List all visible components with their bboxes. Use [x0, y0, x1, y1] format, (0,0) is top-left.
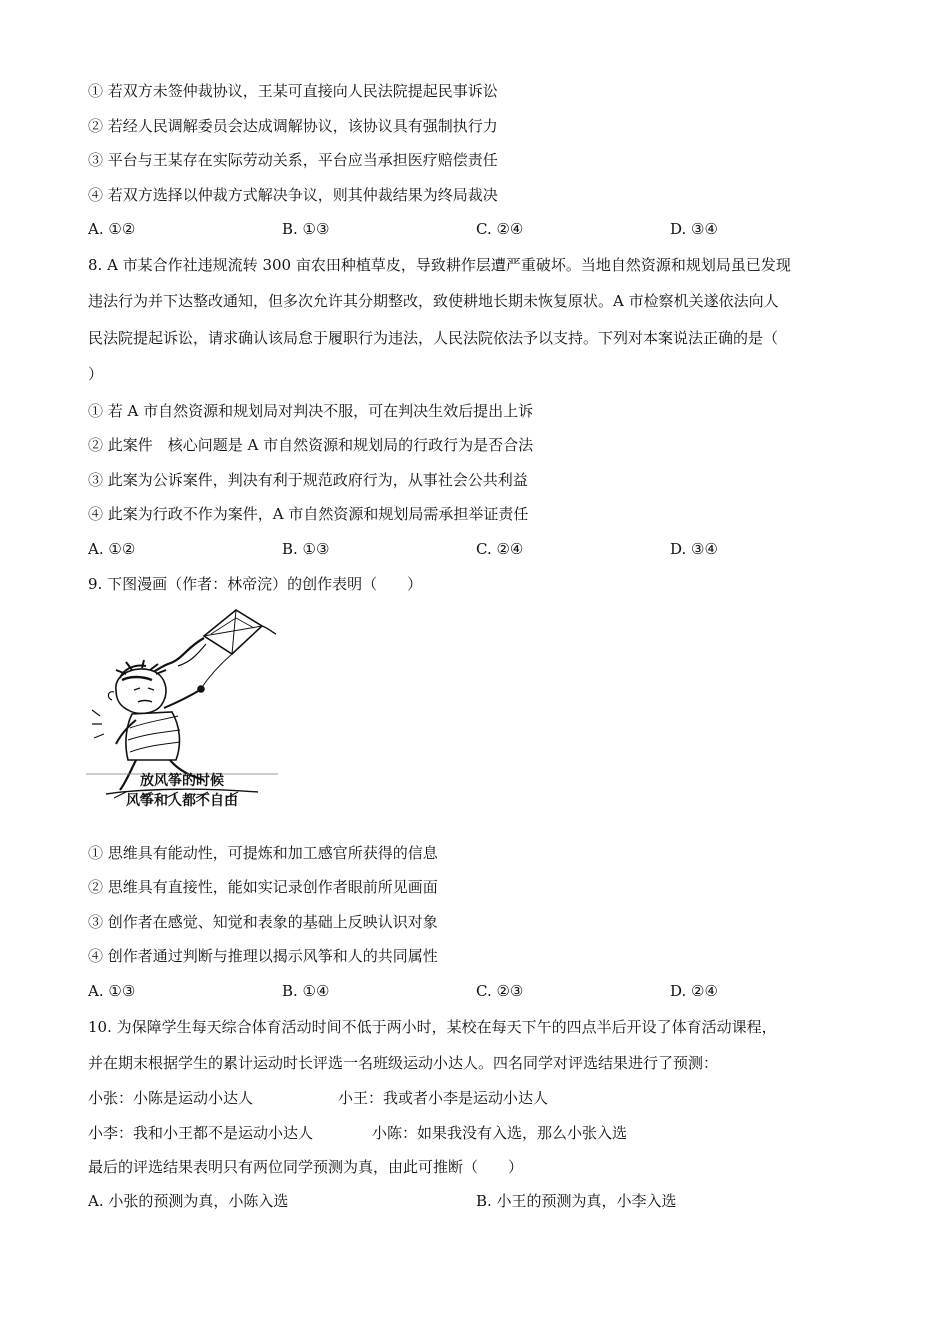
q10-predictions-row-1 [88, 1087, 868, 1109]
prediction-xiaoli: 小李：我和小王都不是运动小达人 [88, 1124, 314, 1142]
q9-option-c[interactable]: C. ②③ [476, 982, 524, 1000]
q9-option-d[interactable]: D. ②④ [670, 982, 718, 1000]
cartoon-caption-line-1: 放风筝的时候 [140, 773, 224, 789]
q7-option-c[interactable]: C. ②④ [476, 220, 524, 238]
q10-option-b[interactable]: B. 小王的预测为真，小李入选 [476, 1192, 677, 1210]
q8-stem-line-3: 民法院提起诉讼，请求确认该局怠于履职行为违法，人民法院依法予以支持。下列对本案说法正确的是（ [88, 329, 779, 347]
q9-options [88, 980, 868, 1002]
q10-predictions-row-2 [88, 1122, 868, 1144]
q9-option-b[interactable]: B. ①④ [282, 982, 330, 1000]
q9-item-3: ③ 创作者在感觉、知觉和表象的基础上反映认识对象 [88, 913, 438, 931]
q8-options [88, 538, 868, 560]
q7-item-1: ① 若双方未签仲裁协议，王某可直接向人民法院提起民事诉讼 [88, 82, 498, 100]
q9-option-a[interactable]: A. ①③ [88, 982, 136, 1000]
q7-item-3: ③ 平台与王某存在实际劳动关系，平台应当承担医疗赔偿责任 [88, 151, 498, 169]
prediction-xiaozhang: 小张：小陈是运动小达人 [88, 1089, 254, 1107]
q10-stem-line-2: 并在期末根据学生的累计运动时长评选一名班级运动小达人。四名同学对评选结果进行了预测： [88, 1054, 719, 1072]
cartoon-caption-line-2: 风筝和人都不自由 [126, 793, 238, 809]
q8-item-2: ② 此案件 核心问题是 A 市自然资源和规划局的行政行为是否合法 [88, 436, 534, 454]
kite-drawing [146, 610, 276, 690]
q8-item-4: ④ 此案为行政不作为案件，A 市自然资源和规划局需承担举证责任 [88, 505, 529, 523]
q7-option-b[interactable]: B. ①③ [282, 220, 330, 238]
q9-stem: 9. 下图漫画（作者：林帝浣）的创作表明（ ） [88, 575, 423, 593]
q8-option-a[interactable]: A. ①② [88, 540, 136, 558]
q9-item-1: ① 思维具有能动性，可提炼和加工感官所获得的信息 [88, 844, 438, 862]
prediction-xiaochen: 小陈：如果我没有入选，那么小张入选 [372, 1124, 628, 1142]
q8-option-d[interactable]: D. ③④ [670, 540, 718, 558]
q8-option-c[interactable]: C. ②④ [476, 540, 524, 558]
q7-options [88, 218, 868, 240]
q7-item-4: ④ 若双方选择以仲裁方式解决争议，则其仲裁结果为终局裁决 [88, 186, 498, 204]
q7-item-2: ② 若经人民调解委员会达成调解协议，该协议具有强制执行力 [88, 117, 498, 135]
q8-option-b[interactable]: B. ①③ [282, 540, 330, 558]
prediction-xiaowang: 小王：我或者小李是运动小达人 [338, 1089, 549, 1107]
q10-conclusion: 最后的评选结果表明只有两位同学预测为真，由此可推断（ ） [88, 1158, 524, 1176]
q8-stem-line-4: ） [88, 365, 104, 383]
q7-option-d[interactable]: D. ③④ [670, 220, 718, 238]
q10-stem-line-1: 10. 为保障学生每天综合体育活动时间不低于两小时，某校在每天下午的四点半后开设了体育活动课程， [88, 1018, 777, 1036]
q10-options [88, 1190, 868, 1212]
q8-stem-line-1: 8. A 市某合作社违规流转 300 亩农田种植草皮，导致耕作层遭严重破坏。当地自然资源和规划局虽已发现 [88, 256, 791, 274]
q10-option-a[interactable]: A. 小张的预测为真，小陈入选 [88, 1192, 289, 1210]
q7-option-a[interactable]: A. ①② [88, 220, 136, 238]
q9-item-4: ④ 创作者通过判断与推理以揭示风筝和人的共同属性 [88, 947, 438, 965]
q8-item-3: ③ 此案为公诉案件，判决有利于规范政府行为，从事社会公共利益 [88, 471, 528, 489]
q8-item-1: ① 若 A 市自然资源和规划局对判决不服，可在判决生效后提出上诉 [88, 402, 534, 420]
q9-item-2: ② 思维具有直接性，能如实记录创作者眼前所见画面 [88, 878, 438, 896]
q8-stem-line-2: 违法行为并下达整改通知，但多次允许其分期整改，致使耕地长期未恢复原状。A 市检察机关遂依法向人 [88, 292, 779, 310]
